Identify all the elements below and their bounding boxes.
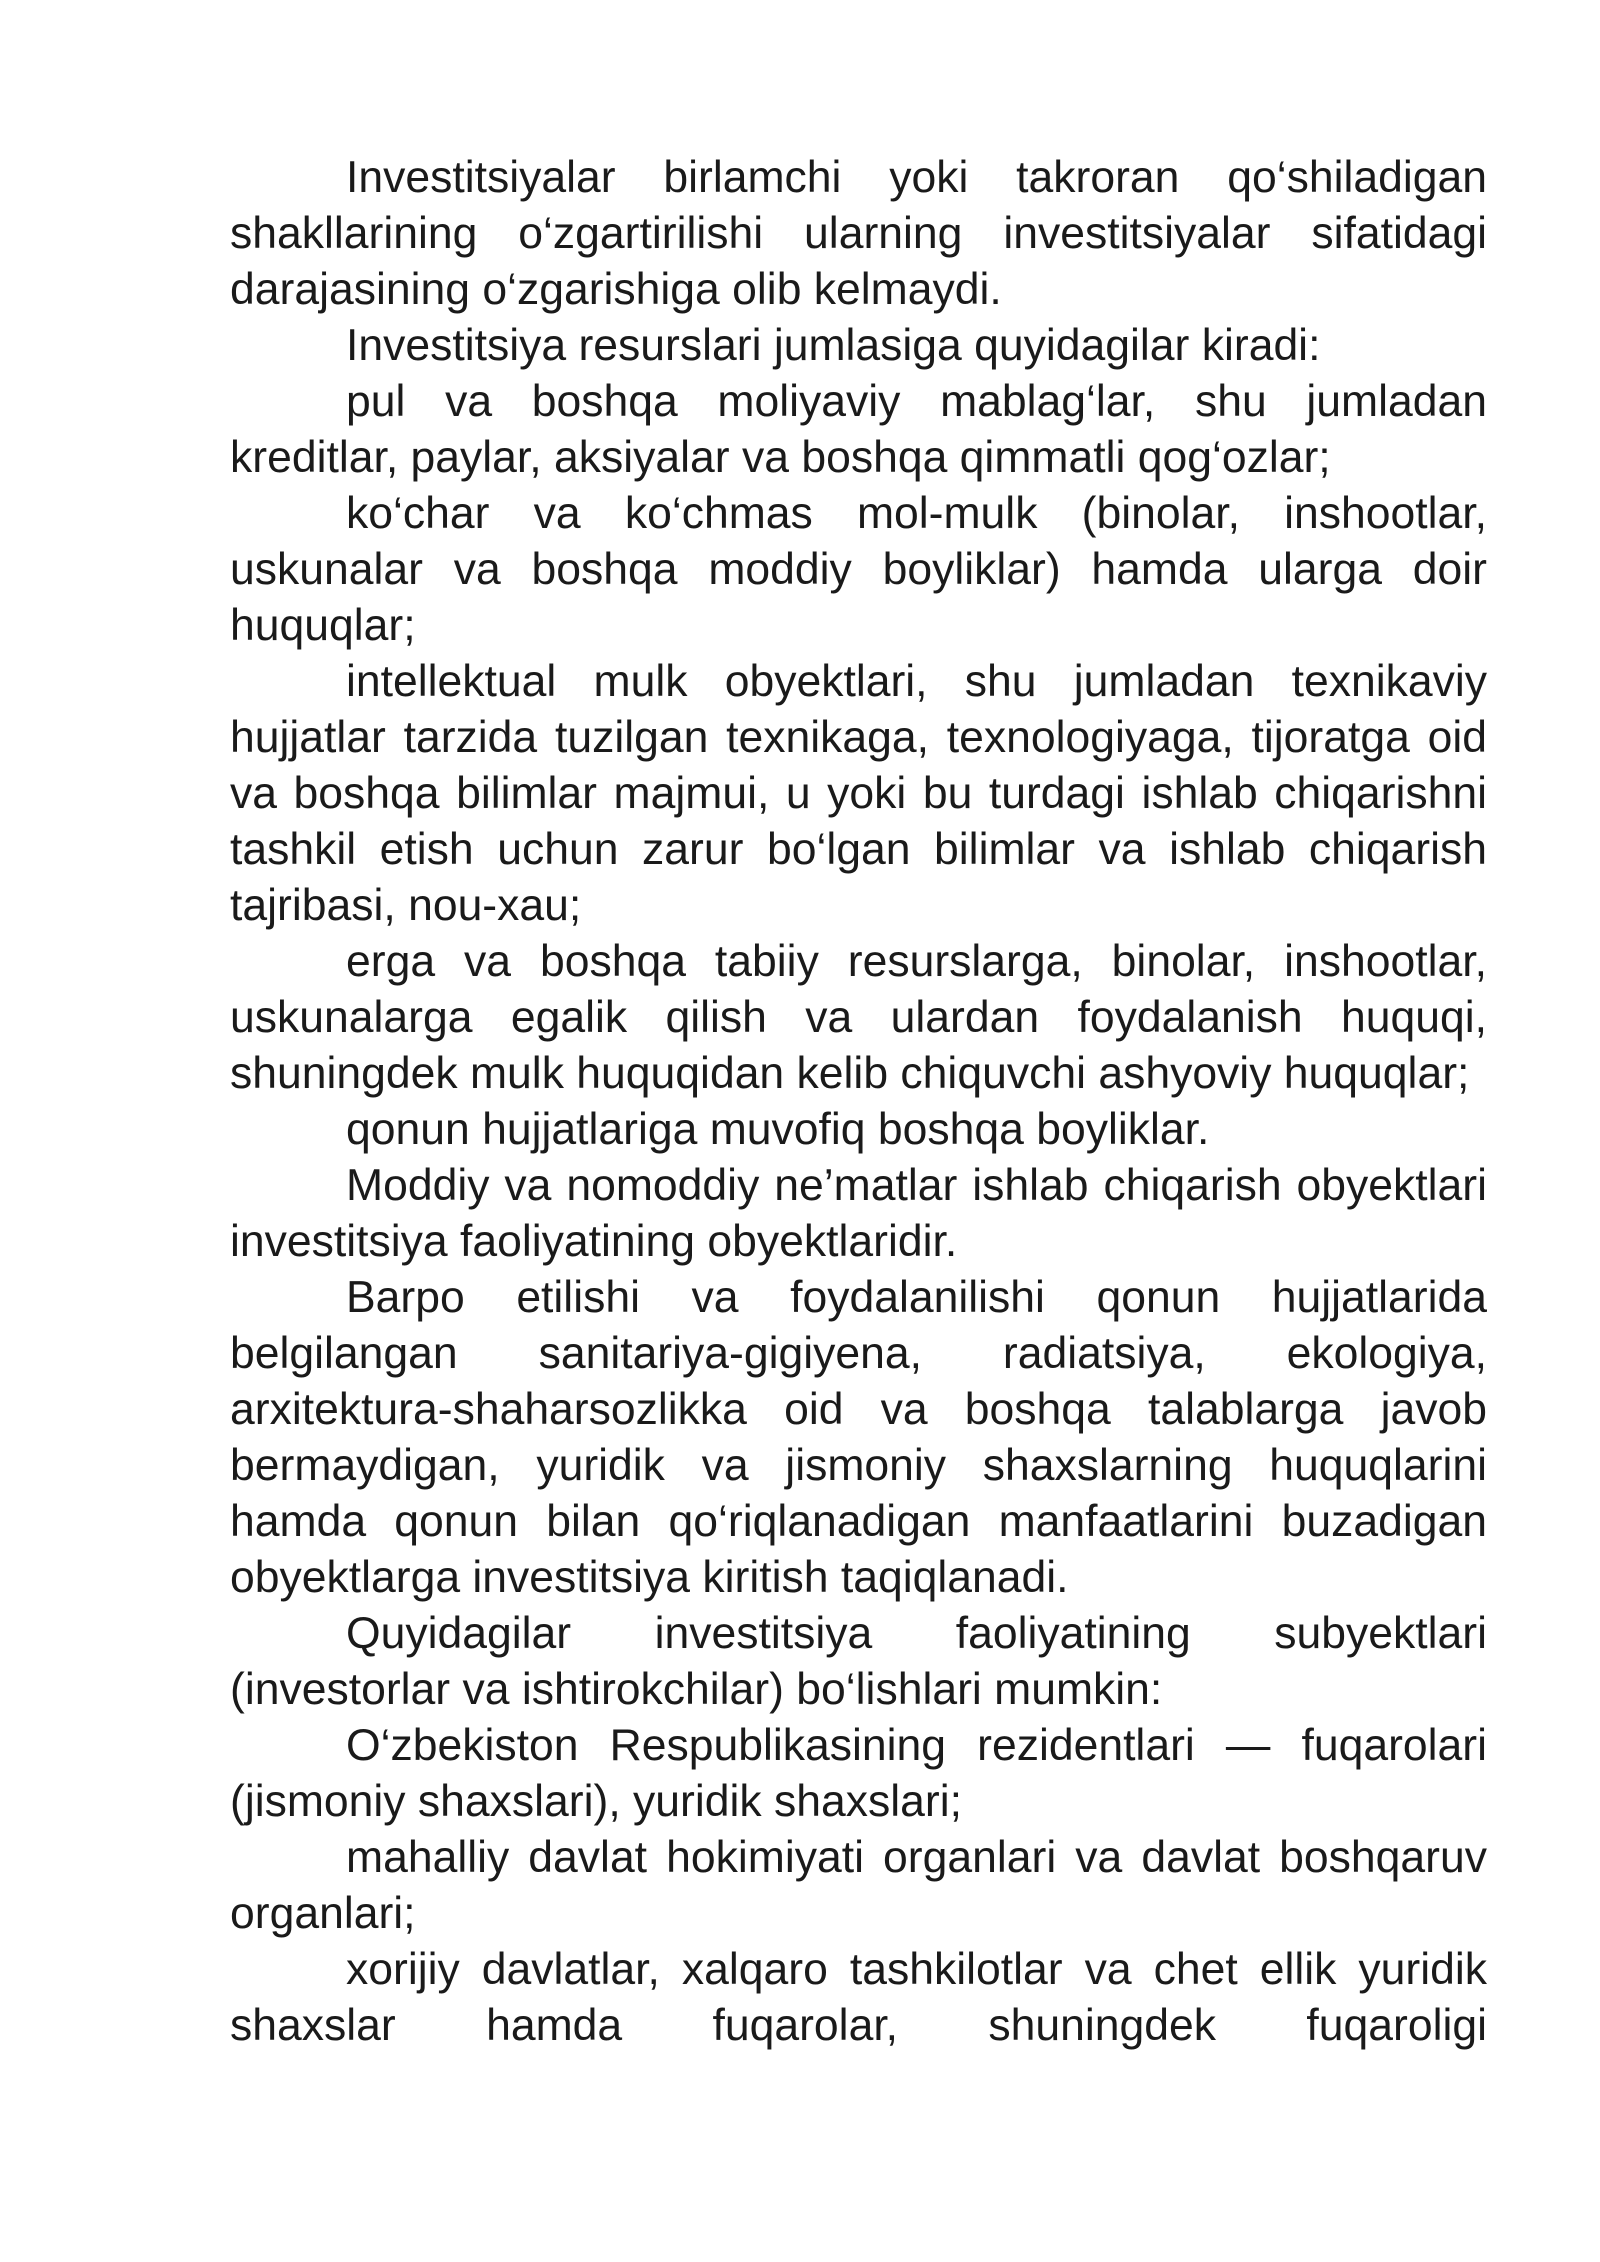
paragraph-10: Quyidagilar investitsiya faoliyatining subyektlari (investorlar va ishtirokchilar) bo‘lishlari mumkin:: [230, 1609, 1487, 1714]
paragraph-5: intellektual mulk obyektlari, shu jumladan texnikaviy hujjatlar tarzida tuzilgan texnikaga, texnologiyaga, tijoratga oid va boshqa bilimlar majmui, u yoki bu turdagi ishlab chiqarishni tashkil etish uchun zarur bo‘lgan bilimlar va ishlab chiqarish tajribasi, nou-xau;: [230, 657, 1487, 930]
paragraph-11: O‘zbekiston Respublikasining rezidentlari — fuqarolari (jismoniy shaxslari), yuridik shaxslari;: [230, 1721, 1487, 1826]
paragraph-9: Barpo etilishi va foydalanilishi qonun hujjatlarida belgilangan sanitariya-gigiyena, radiatsiya, ekologiya, arxitektura-shaharsozlikka oid va boshqa talablarga javob bermaydigan, yuridik va jismoniy shaxslarning huquqlarini hamda qonun bilan qo‘riqlanadigan manfaatlarini buzadigan obyektlarga investitsiya kiritish taqiqlanadi.: [230, 1273, 1487, 1602]
paragraph-2: Investitsiya resurslari jumlasiga quyidagilar kiradi:: [346, 321, 1321, 370]
paragraph-12: mahalliy davlat hokimiyati organlari va davlat boshqaruv organlari;: [230, 1833, 1487, 1938]
document-page: [230, 150, 1487, 2054]
paragraph-13: xorijiy davlatlar, xalqaro tashkilotlar va chet ellik yuridik shaxslar hamda fuqarolar, shuningdek fuqaroligi: [230, 1945, 1487, 2050]
paragraph-3: pul va boshqa moliyaviy mablag‘lar, shu jumladan kreditlar, paylar, aksiyalar va boshqa qimmatli qog‘ozlar;: [230, 377, 1487, 482]
paragraph-7: qonun hujjatlariga muvofiq boshqa boyliklar.: [346, 1105, 1210, 1154]
paragraph-6: erga va boshqa tabiiy resurslarga, binolar, inshootlar, uskunalarga egalik qilish va ulardan foydalanish huquqi, shuningdek mulk huquqidan kelib chiquvchi ashyoviy huquqlar;: [230, 937, 1487, 1098]
paragraph-1: Investitsiyalar birlamchi yoki takroran qo‘shiladigan shakllarining o‘zgartirilishi ularning investitsiyalar sifatidagi darajasining o‘zgarishiga olib kelmaydi.: [230, 153, 1487, 314]
paragraph-4: ko‘char va ko‘chmas mol-mulk (binolar, inshootlar, uskunalar va boshqa moddiy boyliklar) hamda ularga doir huquqlar;: [230, 489, 1487, 650]
paragraph-8: Moddiy va nomoddiy ne’matlar ishlab chiqarish obyektlari investitsiya faoliyatining obyektlaridir.: [230, 1161, 1487, 1266]
